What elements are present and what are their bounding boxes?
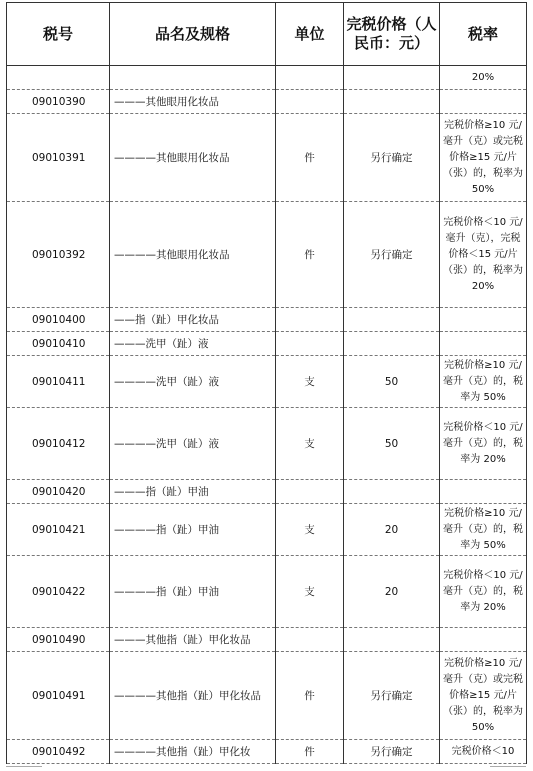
- name-cell: ————洗甲（趾）液: [110, 408, 276, 480]
- tariff-table: [6, 2, 527, 764]
- price-cell: 20: [344, 556, 440, 628]
- code-cell: 09010491: [7, 652, 110, 740]
- price-cell: [344, 480, 440, 504]
- table-row: [7, 202, 527, 308]
- table-row: [7, 90, 527, 114]
- unit-cell: 件: [276, 740, 344, 764]
- price-cell: 20: [344, 504, 440, 556]
- unit-cell: [276, 90, 344, 114]
- name-cell: ————洗甲（趾）液: [110, 356, 276, 408]
- header-name: 品名及规格: [110, 3, 276, 66]
- footer-line: [6, 766, 42, 767]
- name-cell: [110, 66, 276, 90]
- code-cell: [7, 66, 110, 90]
- table-row: [7, 332, 527, 356]
- name-cell: ————其他眼用化妆品: [110, 202, 276, 308]
- name-cell: ———洗甲（趾）液: [110, 332, 276, 356]
- table-row: [7, 308, 527, 332]
- name-cell: ————其他眼用化妆品: [110, 114, 276, 202]
- code-cell: 09010490: [7, 628, 110, 652]
- header-price: 完税价格（人民币：元）: [344, 3, 440, 66]
- table-row: [7, 628, 527, 652]
- rate-cell: 完税价格＜10 元/毫升（克）的，税率为 20%: [440, 408, 527, 480]
- name-cell: ————指（趾）甲油: [110, 556, 276, 628]
- name-cell: ———指（趾）甲油: [110, 480, 276, 504]
- table-row: [7, 504, 527, 556]
- rate-cell: 完税价格≥10 元/毫升（克）的，税率为 50%: [440, 504, 527, 556]
- rate-cell: [440, 332, 527, 356]
- code-cell: 09010421: [7, 504, 110, 556]
- unit-cell: 件: [276, 202, 344, 308]
- unit-cell: [276, 66, 344, 90]
- rate-cell: [440, 90, 527, 114]
- rate-cell: 完税价格＜10 元/毫升（克）的，税率为 20%: [440, 556, 527, 628]
- table-row: [7, 408, 527, 480]
- table-row: [7, 356, 527, 408]
- name-cell: ———其他指（趾）甲化妆品: [110, 628, 276, 652]
- code-cell: 09010492: [7, 740, 110, 764]
- unit-cell: [276, 480, 344, 504]
- code-cell: 09010422: [7, 556, 110, 628]
- footer-line: [490, 766, 526, 767]
- table-row: [7, 652, 527, 740]
- header-code: 税号: [7, 3, 110, 66]
- code-cell: 09010410: [7, 332, 110, 356]
- table-row: [7, 114, 527, 202]
- price-cell: 50: [344, 408, 440, 480]
- table-header-row: [7, 3, 527, 66]
- rate-cell: [440, 308, 527, 332]
- price-cell: [344, 332, 440, 356]
- table-row: [7, 66, 527, 90]
- price-cell: 另行确定: [344, 202, 440, 308]
- rate-cell: 完税价格＜10: [440, 740, 527, 764]
- rate-cell: 完税价格＜10 元/毫升（克），完税价格＜15 元/片（张）的，税率为 20%: [440, 202, 527, 308]
- unit-cell: 支: [276, 408, 344, 480]
- rate-cell: 完税价格≥10 元/毫升（克）的，税率为 50%: [440, 356, 527, 408]
- price-cell: 另行确定: [344, 652, 440, 740]
- unit-cell: 件: [276, 114, 344, 202]
- code-cell: 09010400: [7, 308, 110, 332]
- header-unit: 单位: [276, 3, 344, 66]
- price-cell: [344, 90, 440, 114]
- unit-cell: 件: [276, 652, 344, 740]
- rate-cell: [440, 480, 527, 504]
- unit-cell: 支: [276, 356, 344, 408]
- rate-cell: 完税价格≥10 元/毫升（克）或完税价格≥15 元/片（张）的，税率为 50%: [440, 114, 527, 202]
- code-cell: 09010420: [7, 480, 110, 504]
- name-cell: ————指（趾）甲油: [110, 504, 276, 556]
- table-body: [7, 66, 527, 764]
- table-row: [7, 556, 527, 628]
- table-row: [7, 480, 527, 504]
- rate-cell: 完税价格≥10 元/毫升（克）或完税价格≥15 元/片（张）的，税率为 50%: [440, 652, 527, 740]
- unit-cell: [276, 308, 344, 332]
- name-cell: ——指（趾）甲化妆品: [110, 308, 276, 332]
- name-cell: ————其他指（趾）甲化妆: [110, 740, 276, 764]
- price-cell: 50: [344, 356, 440, 408]
- price-cell: [344, 628, 440, 652]
- header-rate: 税率: [440, 3, 527, 66]
- price-cell: [344, 308, 440, 332]
- rate-cell: 20%: [440, 66, 527, 90]
- code-cell: 09010391: [7, 114, 110, 202]
- page-footer-marks: [0, 762, 533, 771]
- table-row: [7, 740, 527, 764]
- code-cell: 09010390: [7, 90, 110, 114]
- rate-cell: [440, 628, 527, 652]
- code-cell: 09010412: [7, 408, 110, 480]
- price-cell: [344, 66, 440, 90]
- unit-cell: [276, 628, 344, 652]
- code-cell: 09010392: [7, 202, 110, 308]
- unit-cell: 支: [276, 504, 344, 556]
- price-cell: 另行确定: [344, 114, 440, 202]
- price-cell: 另行确定: [344, 740, 440, 764]
- name-cell: ————其他指（趾）甲化妆品: [110, 652, 276, 740]
- unit-cell: [276, 332, 344, 356]
- unit-cell: 支: [276, 556, 344, 628]
- name-cell: ———其他眼用化妆品: [110, 90, 276, 114]
- code-cell: 09010411: [7, 356, 110, 408]
